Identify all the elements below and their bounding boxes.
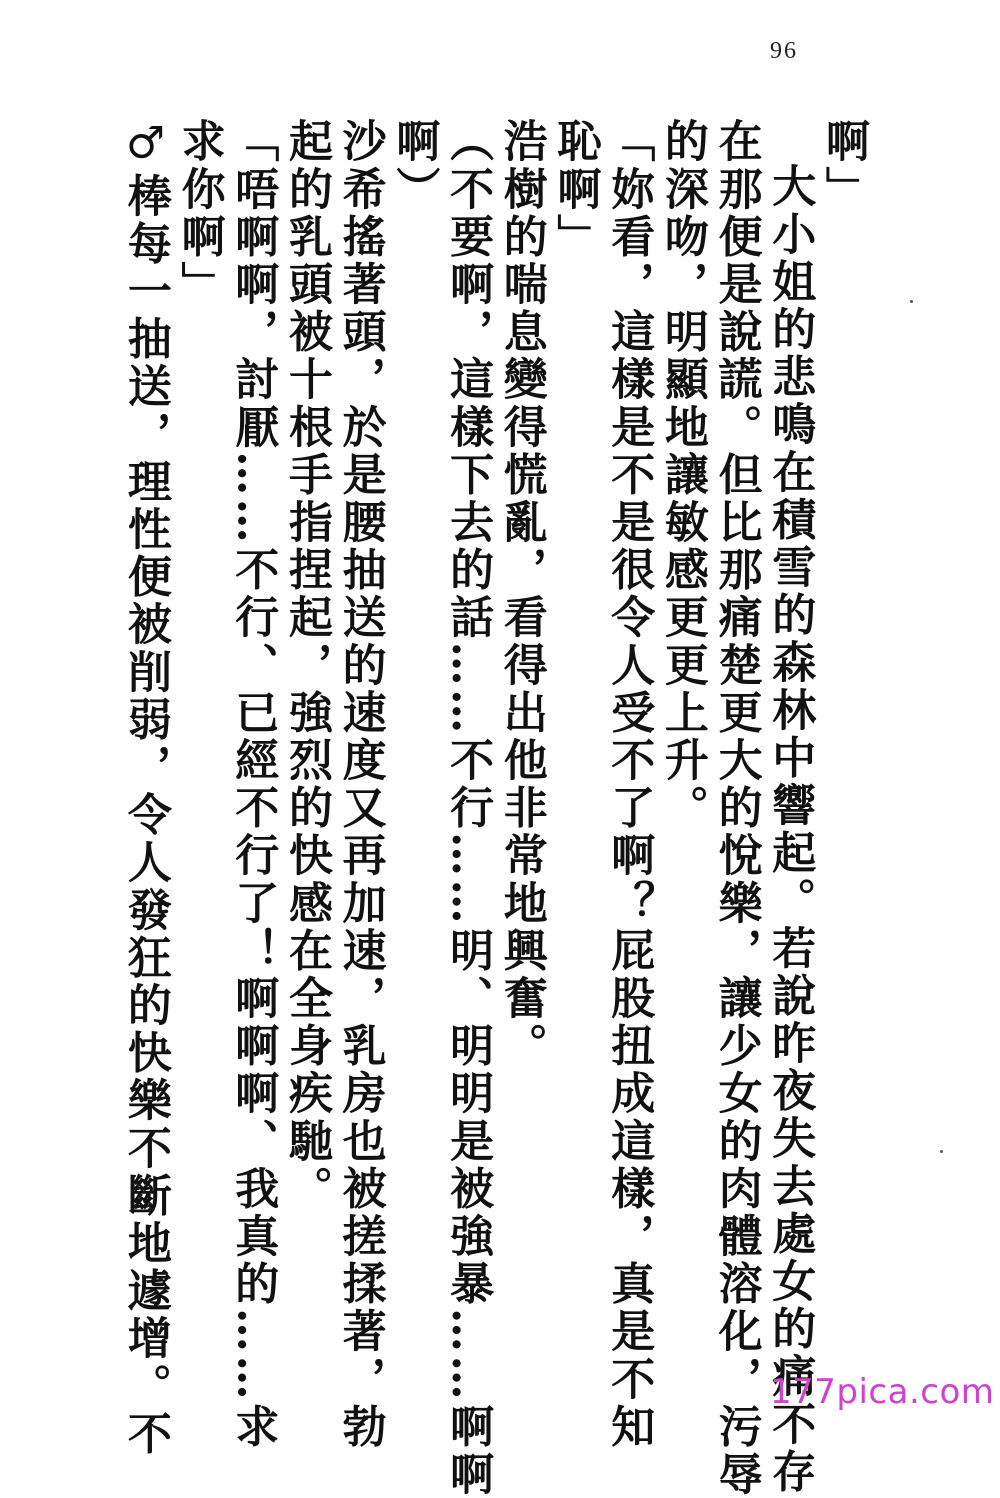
- scan-speck: [910, 300, 913, 303]
- vertical-text-body: [119, 118, 870, 1498]
- text-line: 恥啊」: [549, 118, 601, 261]
- text-line: 啊）: [388, 118, 440, 214]
- text-line: ♂棒每一抽送，理性便被削弱，令人發狂的快樂不斷地遽增。不: [119, 118, 171, 1458]
- text-line: 大小姐的悲鳴在積雪的森林中響起。若說昨夜失去處女的痛不存: [764, 163, 816, 1496]
- text-line: 在那便是說謊。但比那痛楚更大的悅樂，讓少女的肉體溶化，污辱: [710, 118, 762, 1498]
- text-line: 「妳看，這樣是不是很令人受不了啊？屁股扭成這樣，真是不知: [603, 118, 655, 1451]
- text-line: 「唔啊啊，討厭……不行、已經不行了！啊啊啊、我真的……求: [227, 118, 279, 1451]
- scan-speck: [940, 1150, 943, 1153]
- text-line: 求你啊」: [173, 118, 225, 309]
- text-line: 起的乳頭被十根手指捏起，強烈的快感在全身疾馳。: [280, 118, 332, 1213]
- watermark-text: 177pica.com: [770, 1372, 995, 1412]
- text-line: 沙希搖著頭，於是腰抽送的速度又再加速，乳房也被搓揉著，勃: [334, 118, 386, 1451]
- text-line: （不要啊，這樣下去的話……不行……明、明明是被強暴……啊啊: [442, 118, 494, 1498]
- text-line: 啊」: [818, 118, 869, 214]
- page-number: 96: [770, 38, 798, 64]
- text-line: 的深吻，明顯地讓敏感更更上升。: [656, 118, 708, 832]
- text-line: 浩樹的喘息變得慌亂，看得出他非常地興奮。: [495, 118, 547, 1070]
